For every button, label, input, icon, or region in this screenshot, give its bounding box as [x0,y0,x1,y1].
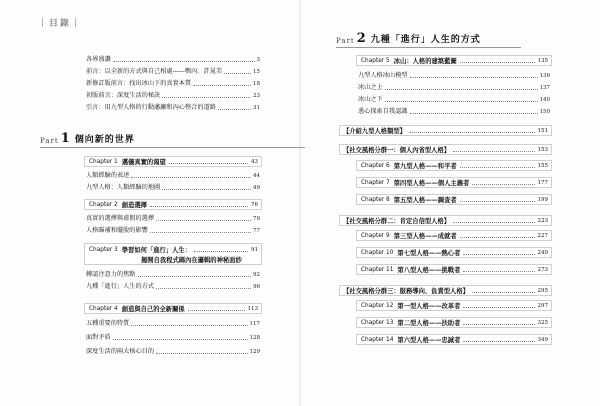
chapter-4[interactable]: Chapter 4 創造與自己的全新關係 113 [84,303,262,314]
toc-entry[interactable]: 引言：用九型人格的行動藩籬和內心整合的道路 31 [86,104,260,111]
social-group-1[interactable]: 【社交風格分群一：個人內省型人格】 153 [339,144,552,155]
toc-entry[interactable]: 深度生活的兩大核心目的 129 [86,348,260,355]
toc-entry[interactable]: 前言：以全新的方式與自己相處——鴨內．許晁美 15 [86,68,260,75]
toc-entry[interactable]: 真實的選擇與虛假的選擇 79 [86,215,260,222]
chapter-9[interactable]: Chapter 9 第三型人格——成就者 227 [356,230,552,241]
toc-entry[interactable]: 九型人格冰山模型 136 [358,72,550,79]
toc-entry[interactable]: 悉心探索自我認識 150 [358,108,550,115]
chapter-7[interactable]: Chapter 7 第四型人格——個人主義者 177 [356,177,552,188]
toc-entry[interactable]: 各界盛讚 3 [86,56,260,63]
toc-entry[interactable]: 人格瞄補和擺脫的影響 77 [86,227,260,234]
page-gutter [299,0,301,406]
chapter-1[interactable]: Chapter 1 邁儀真實的渴望 43 [84,156,262,167]
chapter-3[interactable]: Chapter 3 學習如何「進行」人生： 91 揭開自我程式碼內在邏輯的神秘面紗 [84,243,262,265]
chapter-2[interactable]: Chapter 2 創造選擇 76 [84,199,262,210]
social-group-3[interactable]: 【社交風格分群三：服務導向、負責型人格】 295 [339,285,552,296]
chapter-11[interactable]: Chapter 11 第八型人格——挑戰者 273 [356,264,552,275]
chapter-12[interactable]: Chapter 12 第一型人格——改革者 297 [356,300,552,311]
toc-entry[interactable]: 冰山之上 137 [358,84,550,91]
chapter-8[interactable]: Chapter 8 第五型人格——調查者 199 [356,194,552,205]
toc-entry[interactable]: 人類經驗的表述 44 [86,172,260,179]
toc-entry[interactable]: 初版前言：深度生活的秘訣 23 [86,92,260,99]
chapter-14[interactable]: Chapter 14 第六型人格——忠誠者 349 [356,334,552,345]
toc-entry[interactable]: 新修訂版前言：找出冰山下的真實本質 18 [86,80,260,87]
toc-entry[interactable]: 轉認注意力的焦點 92 [86,271,260,278]
toc-entry[interactable]: 冰山之下 140 [358,96,550,103]
part-1-heading: Part 1 個向新的世界 [40,132,135,145]
social-group-2[interactable]: 【社交風格分群二：肯定自信型人格】 223 [339,215,552,226]
chapter-13[interactable]: Chapter 13 第二型人格——扶助者 325 [356,317,552,328]
toc-entry[interactable]: 九種「進行」人生的方式 96 [86,283,260,290]
toc-header: ｜目錄｜ [38,19,83,29]
toc-entry[interactable]: 面對矛盾 128 [86,334,260,341]
part-2-heading: Part 2 九種「進行」人生的方式 [336,32,481,45]
chapter-5[interactable]: Chapter 5 冰山：人格的建築藍圖 135 [356,55,552,66]
toc-entry[interactable]: 五種重要的特質 117 [86,320,260,327]
chapter-10[interactable]: Chapter 10 第七型人格——熱心者 249 [356,247,552,258]
chapter-6[interactable]: Chapter 6 第九型人格——和平者 155 [356,160,552,171]
toc-intro-types[interactable]: 【介紹九型人格類型】 151 [339,125,552,136]
toc-entry[interactable]: 九型人格：人類經驗的地圖 49 [86,184,260,191]
